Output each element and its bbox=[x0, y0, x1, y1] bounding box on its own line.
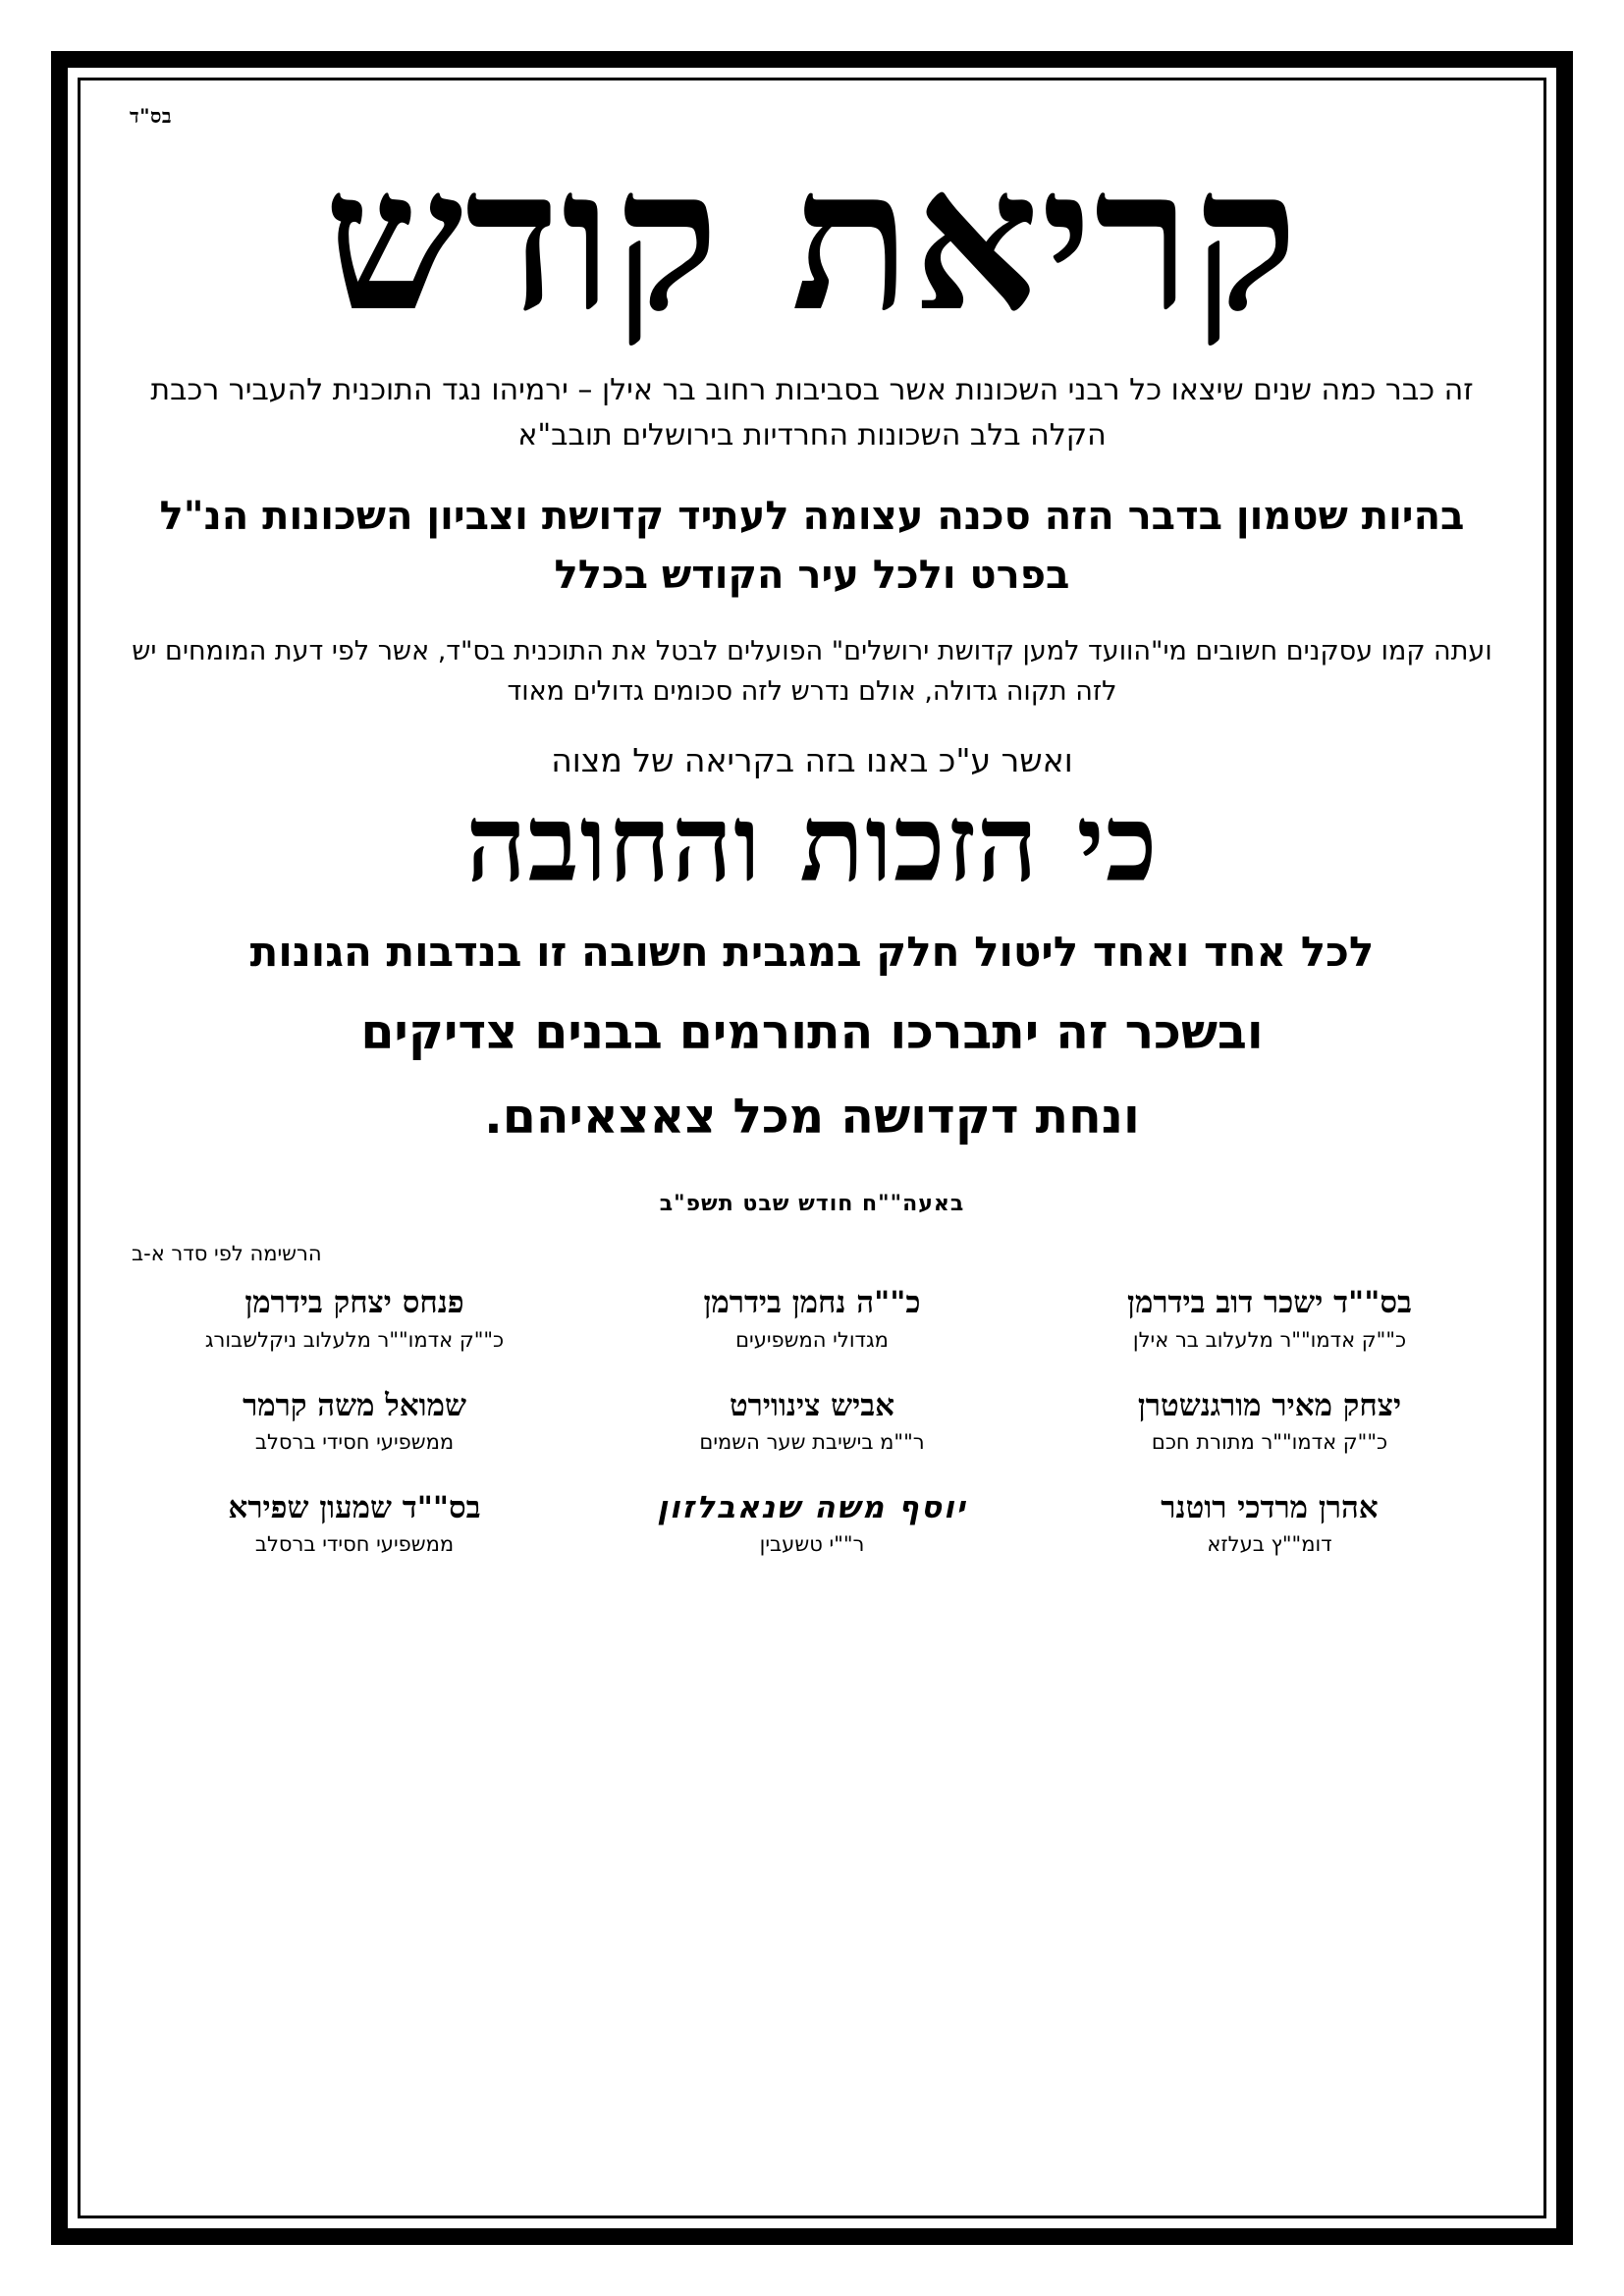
signer-title: ר""מ בישיבת שער השמים bbox=[699, 1430, 925, 1455]
signer-title: כ""ק אדמו""ר מלעלוב ניקלשבורג bbox=[204, 1328, 505, 1353]
paragraph-committee: ועתה קמו עסקנים חשובים מי"הוועד למען קדושת ירושלים" הפועלים לבטל את התוכנית בס"ד, אשר לפי דעת המומחים יש לזה תקוה גדולה, אולם נדרש לזה סכומים גדולים מאוד bbox=[132, 636, 1492, 707]
signers-grid bbox=[126, 1285, 1498, 1558]
signer-name: יצחק מאיר מורגנשטרן bbox=[1137, 1387, 1402, 1423]
signer-name: בס""ד שמעון שפירא bbox=[228, 1489, 481, 1525]
signer-title: מגדולי המשפיעים bbox=[735, 1328, 889, 1353]
signer-title: ממשפיעי חסידי ברסלב bbox=[254, 1532, 455, 1557]
signer-name: אביש צינווירט bbox=[729, 1387, 895, 1423]
signer-title: דומ""ץ בעלזא bbox=[1207, 1532, 1332, 1557]
signer-entry bbox=[1041, 1285, 1498, 1354]
signer-entry bbox=[1041, 1388, 1498, 1457]
paragraph-donation-appeal: לכל אחד ואחד ליטול חלק במגבית חשובה זו בנדבות הגונות bbox=[249, 928, 1375, 977]
poster-outer-border bbox=[51, 51, 1573, 2245]
date-line: באעה""ח חודש שבט תשפ"ב bbox=[659, 1192, 965, 1217]
signer-name: כ""ה נחמן בידרמן bbox=[703, 1285, 921, 1321]
signer-entry bbox=[583, 1285, 1041, 1354]
signer-title: ממשפיעי חסידי ברסלב bbox=[254, 1430, 455, 1455]
page-title: קריאת קודש bbox=[324, 125, 1300, 355]
paragraph-blessing-line2: ונחת דקדושה מכל צאצאיהם. bbox=[484, 1088, 1140, 1145]
paragraph-danger-statement: בהיות שטמון בדבר הזה סכנה עצומה לעתיד קדושת וצביון השכונות הנ"ל בפרט ולכל עיר הקודש בכלל bbox=[159, 494, 1465, 599]
signer-title: כ""ק אדמו""ר מלעלוב בר אילן bbox=[1132, 1328, 1407, 1353]
signer-title: כ""ק אדמו""ר מתורת חכם bbox=[1151, 1430, 1388, 1455]
paragraph-blessing-line1: ובשכר זה יתברכו התורמים בבנים צדיקים bbox=[360, 1004, 1264, 1061]
signer-entry bbox=[583, 1388, 1041, 1457]
signer-entry bbox=[1041, 1490, 1498, 1559]
signer-name: אהרן מרדכי רוטנר bbox=[1161, 1489, 1379, 1525]
signer-entry bbox=[583, 1490, 1041, 1559]
signer-name: יוסף משה שנאבלזון bbox=[657, 1489, 967, 1525]
paragraph-intro: זה כבר כמה שנים שיצאו כל רבני השכונות אשר בסביבות רחוב בר אילן – ירמיהו נגד התוכנית להעביר רכבת הקלה בלב השכונות החרדיות בירושלים תובב"א bbox=[150, 373, 1474, 453]
bsd-marker: בס"ד bbox=[130, 104, 173, 128]
signer-entry bbox=[126, 1285, 583, 1354]
signer-entry bbox=[126, 1490, 583, 1559]
signer-name: שמואל משה קרמר bbox=[243, 1387, 466, 1423]
signer-title: ר""י טשעבין bbox=[759, 1532, 865, 1557]
paragraph-call: ואשר ע"כ באנו בזה בקריאה של מצוה bbox=[551, 741, 1073, 780]
headline-merit-obligation: כי הזכות והחובה bbox=[465, 782, 1159, 907]
signer-name: פנחס יצחק בידרמן bbox=[244, 1285, 464, 1321]
poster-inner-border bbox=[78, 78, 1546, 2218]
signer-entry bbox=[126, 1388, 583, 1457]
signers-order-note: הרשימה לפי סדר א-ב bbox=[132, 1242, 322, 1266]
signer-name: בס""ד ישכר דוב בידרמן bbox=[1127, 1285, 1412, 1321]
